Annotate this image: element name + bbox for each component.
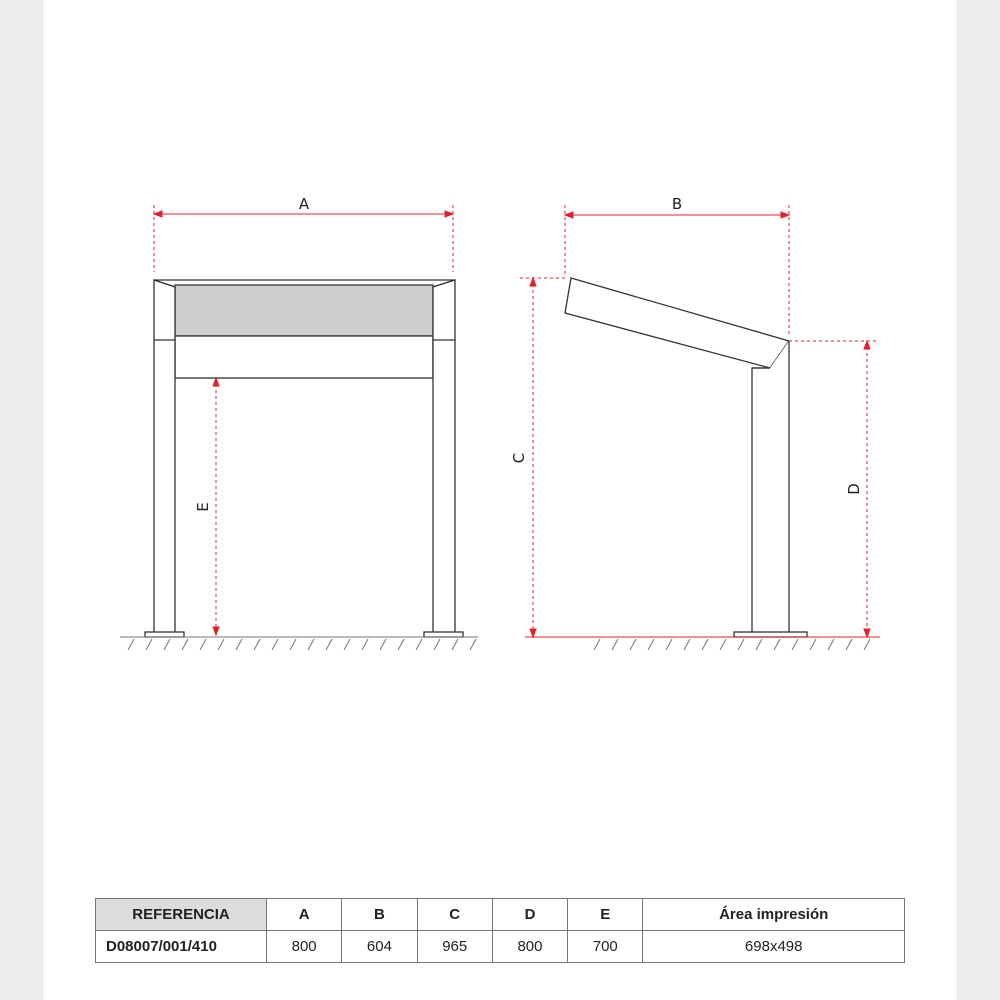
front-ground — [120, 637, 478, 650]
dim-label-d: D — [845, 483, 863, 495]
left-base-plate — [145, 632, 184, 637]
side-ground — [525, 637, 880, 650]
cell-referencia: D08007/001/410 — [96, 931, 267, 963]
right-base-plate — [424, 632, 463, 637]
table-row — [96, 931, 905, 963]
header-a: A — [267, 899, 342, 931]
header-d: D — [492, 899, 567, 931]
front-dimensions — [154, 205, 453, 635]
header-b: B — [342, 899, 417, 931]
print-area-panel — [175, 285, 433, 336]
table-header-row — [96, 899, 905, 931]
dim-label-c: C — [510, 452, 528, 464]
header-referencia: REFERENCIA — [96, 899, 267, 931]
cell-c: 965 — [417, 931, 492, 963]
header-c: C — [417, 899, 492, 931]
cell-b: 604 — [342, 931, 417, 963]
header-area-impresion: Área impresión — [643, 899, 905, 931]
side-dimensions — [520, 205, 878, 637]
side-view — [565, 278, 807, 637]
cell-area-impresion: 698x498 — [643, 931, 905, 963]
header-e: E — [568, 899, 643, 931]
cell-a: 800 — [267, 931, 342, 963]
dim-label-e: E — [194, 502, 212, 512]
cell-e: 700 — [568, 931, 643, 963]
dim-label-b: B — [671, 195, 683, 213]
side-base-plate — [734, 632, 807, 637]
right-post — [433, 280, 455, 633]
lower-panel — [175, 336, 433, 378]
side-post — [752, 341, 789, 633]
specification-table — [95, 898, 905, 963]
front-view — [145, 280, 463, 637]
cell-d: 800 — [492, 931, 567, 963]
side-angled-panel — [565, 278, 789, 368]
dim-label-a: A — [298, 195, 310, 213]
left-post — [154, 280, 175, 633]
